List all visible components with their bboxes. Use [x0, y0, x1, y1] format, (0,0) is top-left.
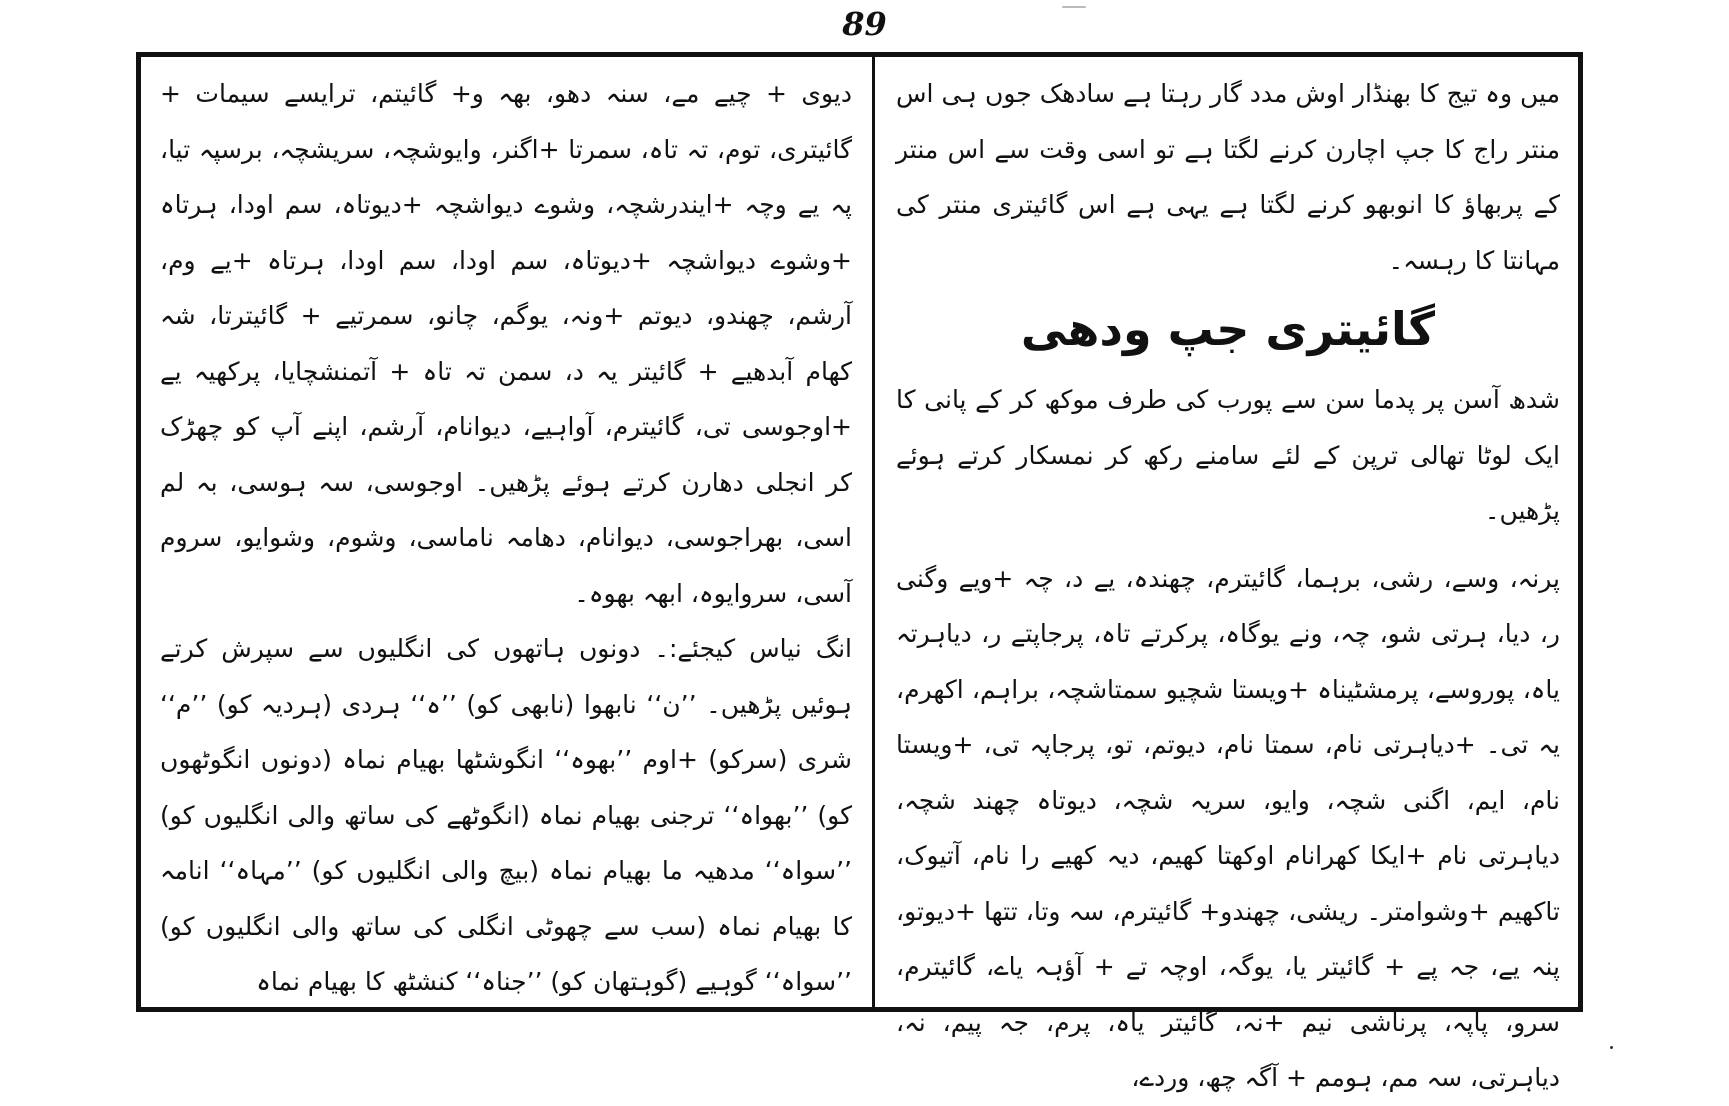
column-divider — [872, 54, 875, 1010]
right-column — [886, 66, 1570, 1092]
intro-paragraph: میں وہ تیج کا بھنڈار اوش مدد گار رہتا ہے سادھک جوں ہی اس منتر راج کا جپ اچارن کرنے لگتا ہے تو اسی وقت سے اس منتر کے پربھاؤ کا انوبھو کرنے لگتا ہے یہی ہے اس گائیتری منتر کی مہانتا کا رہسہ۔ — [896, 79, 1560, 275]
mantra-paragraph: پرنہ، وسے، رشی، برہما، گائیترم، چھندہ، یے د، چہ +ویے وگنی ر، دیا، ہرتی شو، چہ، ونے یوگاہ، پرکرتے تاہ، پرجاپتے ر، دیاہرتہ یاہ، پوروسے، پرمشٹیناہ +ویستا شچیو سمتاشچہ، براہم، اکھرم، یہ تی۔ +دیاہرتی نام، سمتا نام، دیوتم، تو، پرجاپہ تی، +ویستا نام، ایم، اگنی شچہ، وایو، سریہ شچہ، دیوتاہ چھند شچہ، دیاہرتی نام +ایکا کھرانام اوکھتا کھیم، دیہ کھیے را نام، آتیوک، تاکھیم +وشوامتر۔ ریشی، چھندو+ گائیترم، سہ وتا، تتھا +دیوتو، پنہ یے، جہ پے + گائیتر یا، یوگہ، اوچہ تے + آؤہہ یاے، گائیترم، سرو، پاپہ، پرناشی نیم +نہ، گائیتر یاہ، پرم، جہ پیم، نہ، دیاہرتی، سہ مم، ہومم + آگہ چھ، وردے، — [896, 563, 1560, 1092]
ang-nyas-paragraph: انگ نیاس کیجئے:۔ دونوں ہاتھوں کی انگلیوں سے سپرش کرتے ہوئیں پڑھیں۔ ’’ن‘‘ نابھوا (نابھی کو) ’’ہ‘‘ ہردی (ہردیہ کو) ’’م‘‘ شری (سرکو) +اوم ’’بھوہ‘‘ انگوشٹھا بھیام نماہ (دونوں انگوٹھوں کو) ’’بھواہ‘‘ ترجنی بھیام نماہ (انگوٹھے کی ساتھ والی انگلیوں کو) ’’سواہ‘‘ مدھیہ ما بھیام نماہ (بیچ والی انگلیوں کو) ’’مہاہ‘‘ انامہ کا بھیام نماہ (سب سے چھوٹی انگلی کی ساتھ والی انگلیوں کو) ’’سواہ‘‘ گوہیے (گوہتھان کو) ’’جناہ‘‘ کنشٹھ کا بھیام نماہ — [160, 634, 852, 996]
mantra-continuation-paragraph: دیوی + چیے مے، سنہ دھو، بھہ و+ گائیتم، ترایسے سیمات + گائیتری، توم، تہ تاہ، سمرتا +اگنر، وایوشچہ، سریشچہ، برسپہ تیا، پہ یے وچہ +ایندرشچہ، وشوے دیواشچہ +دیوتاہ، سم اودا، ہرتاہ +وشوے دیواشچہ +دیوتاہ، سم اودا، سم اودا، ہرتاہ +یے وم، آرشم، چھندو، دیوتم +ونہ، یوگم، چانو، سمرتیے + گائیترتا، شہ کھام آبدھیے + گائیتر یہ د، سمن تہ تاہ + آتمنشچایا، پرکھیہ یے +اوجوسی تی، گائیترم، آواہیے، دیوانام، آرشم، اپنے آپ کو چھڑک کر انجلی دھارن کرتے ہوئے پڑھیں۔ اوجوسی، سہ ہوسی، بہ لم اسی، بھراجوسی، دیوانام، دھامہ ناماسی، وشوم، وشوایو، سروم آسی، سروایوہ، ابھہ بھوہ۔ — [160, 79, 852, 608]
scan-speck — [1062, 6, 1086, 8]
left-column — [150, 66, 862, 996]
instruction-paragraph: شدھ آسن پر پدما سن سے پورب کی طرف موکھ کر کے پانی کا ایک لوٹا تھالی ترپن کے لئے سامنے رکھ کر نمسکار کرتے ہوئے پڑھیں۔ — [896, 385, 1560, 525]
scan-speck — [1610, 1046, 1613, 1049]
page-number: 89 — [842, 5, 887, 43]
section-heading: گائیتری جپ ودھی — [1020, 302, 1436, 356]
